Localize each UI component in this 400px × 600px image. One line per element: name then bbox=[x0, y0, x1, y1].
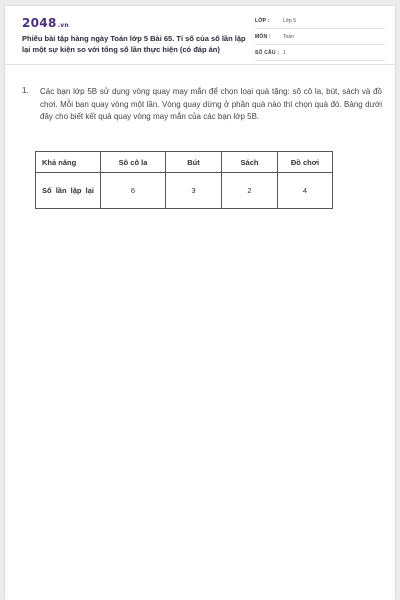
table-row bbox=[36, 173, 333, 209]
site-logo[interactable] bbox=[22, 16, 69, 30]
meta-label-class: LỚP : bbox=[255, 18, 270, 24]
table-header-cell: Đồ chơi bbox=[278, 152, 333, 173]
meta-value-subject: Toán bbox=[283, 34, 294, 40]
worksheet-meta bbox=[255, 16, 385, 64]
results-table bbox=[35, 151, 333, 209]
question-text: Các bạn lớp 5B sử dụng vòng quay may mắn để chọn loại quà tặng: sô cô la, bút, sách và đồ chơi. Mỗi bạn quay vòng một lần. Vòng quay dừng ở phần quà nào thì chọn quà đó. Bảng dưới đây cho biết kết quả quay vòng may mắn của các bạn lớp 5B. bbox=[40, 87, 382, 121]
meta-row-class bbox=[255, 16, 385, 29]
table-cell: 2 bbox=[222, 173, 278, 209]
logo-suffix: .vn bbox=[57, 22, 69, 29]
meta-row-question-count bbox=[255, 48, 385, 61]
meta-label-subject: MÔN : bbox=[255, 34, 271, 40]
question-number: 1. bbox=[22, 86, 29, 95]
logo-main: 2048 bbox=[22, 16, 57, 30]
worksheet-title: Phiếu bài tập hàng ngày Toán lớp 5 Bài 65. Tỉ số của số lần lặp lại một sự kiện so với tổng số lần thực hiện (có đáp án) bbox=[22, 34, 246, 54]
worksheet-header bbox=[5, 6, 395, 64]
table-header-cell: Bút bbox=[166, 152, 222, 173]
meta-value-question-count: 1 bbox=[283, 50, 286, 56]
meta-value-class: Lớp 5 bbox=[283, 18, 297, 24]
table-cell: 4 bbox=[278, 173, 333, 209]
table-header-cell: Khả năng bbox=[36, 152, 101, 173]
table-header-cell: Sô cô la bbox=[101, 152, 166, 173]
table-header-cell: Sách bbox=[222, 152, 278, 173]
table-header-row bbox=[36, 152, 333, 173]
table-cell: 6 bbox=[101, 173, 166, 209]
table-row-label: Số lần lặp lại bbox=[36, 173, 101, 209]
table-cell: 3 bbox=[166, 173, 222, 209]
meta-row-subject bbox=[255, 32, 385, 45]
header-divider bbox=[5, 64, 395, 65]
worksheet-page bbox=[5, 6, 395, 600]
meta-label-question-count: SỐ CÂU : bbox=[255, 50, 280, 56]
